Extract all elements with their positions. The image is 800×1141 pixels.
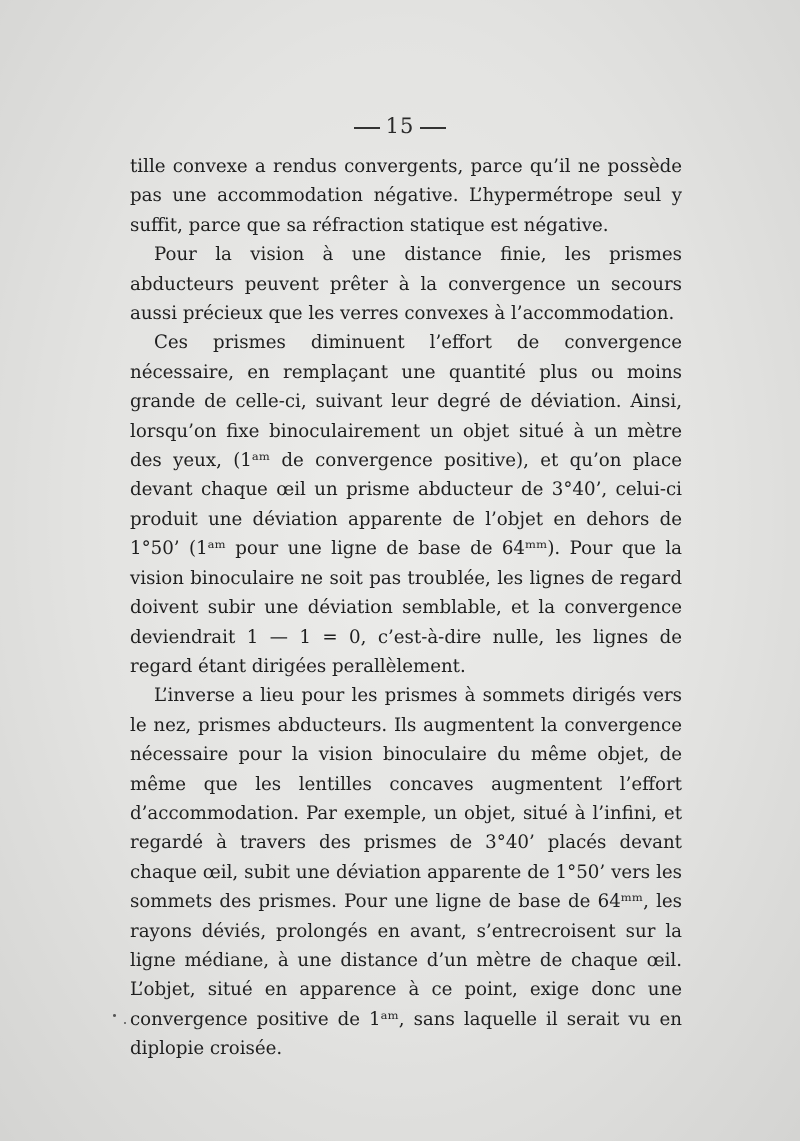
page-number-right-dash [420,127,446,129]
paragraph-3: Ces prismes diminuent l’effort de convergence nécessaire, en remplaçant une quantité plus ou moins grande de celle-ci, suivant leur degré de déviation. Ainsi, lorsqu’on fixe binoculairement un objet situé à un mètre des yeux, (1ᵃᵐ de convergence positive), et qu’on place devant chaque œil un prisme abducteur de 3°40’, celui-ci produit une déviation apparente de l’objet en dehors de 1°50’ (1ᵃᵐ pour une ligne de base de 64ᵐᵐ). Pour que la vision binoculaire ne soit pas troublée, les lignes de regard doivent subir une déviation semblable, et la convergence deviendrait 1 — 1 = 0, c’est-à-dire nulle, les lignes de regard étant dirigées perallèlement. [130,332,682,677]
paragraph-1: tille convexe a rendus convergents, parce qu’il ne possède pas une accommodation négative. L’hypermétrope seul y suffit, parce que sa réfraction statique est négative. [130,156,682,236]
paragraph-4: L’inverse a lieu pour les prismes à sommets dirigés vers le nez, prismes abducteurs. Ils augmentent la convergence nécessaire pour la vision binoculaire du même objet, de même que les lentilles concaves augmentent l’effort d’accommodation. Par exemple, un objet, situé à l’infini, et regardé à travers des prismes de 3°40’ placés devant chaque œil, subit une déviation apparente de 1°50’ vers les sommets des prismes. Pour une ligne de base de 64ᵐᵐ, les rayons déviés, prolongés en avant, s’entrecroisent sur la ligne médiane, à une distance d’un mètre de chaque œil. L’objet, situé en apparence à ce point, exige donc une convergence positive de 1ᵃᵐ, sans laquelle il serait vu en diplopie croisée. [130,685,682,1060]
body-text [130,152,682,1064]
page-number-left-dash [354,127,380,129]
paragraph-2: Pour la vision à une distance finie, les prismes abducteurs peuvent prêter à la convergence un secours aussi précieux que les verres convexes à l’accommodation. [130,244,682,325]
ink-speck [113,1014,116,1017]
ink-speck [124,1022,126,1024]
page-number [0,114,800,138]
page-number-value: 15 [385,114,415,138]
